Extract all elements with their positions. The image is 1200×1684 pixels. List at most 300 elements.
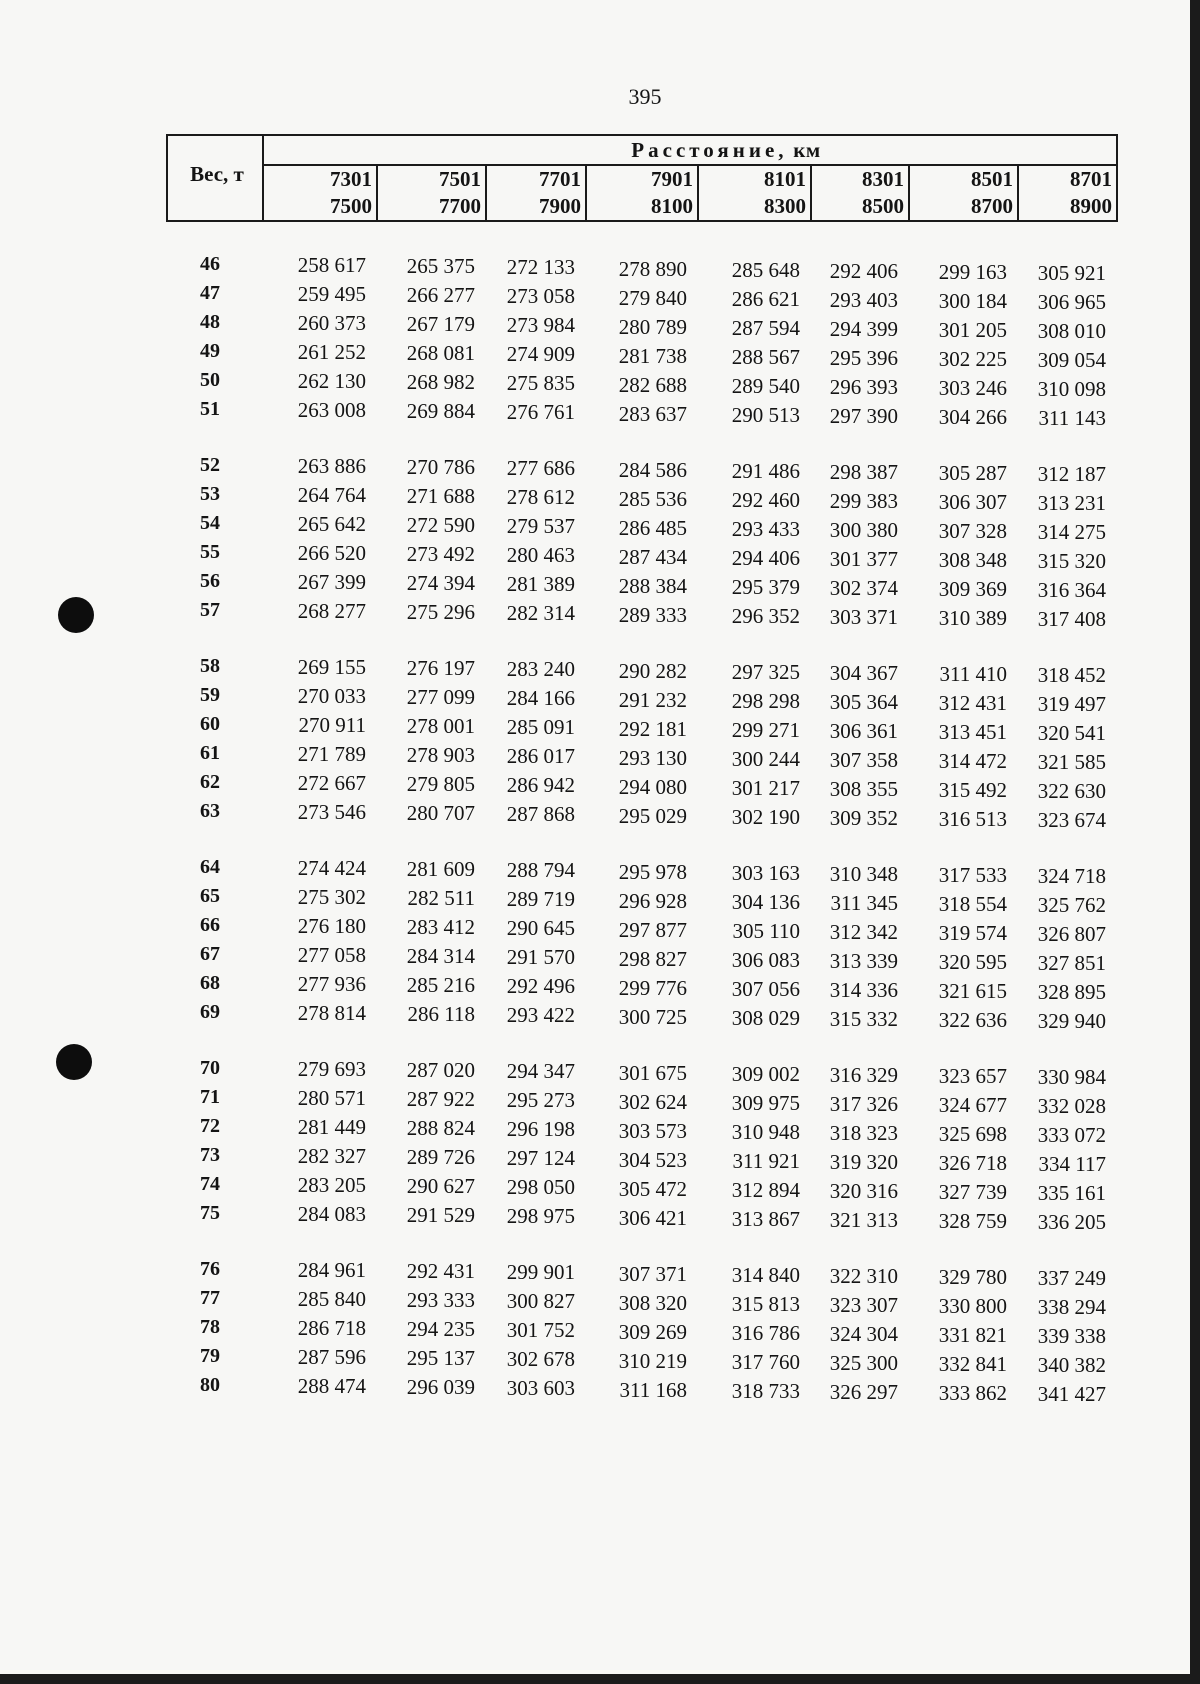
cost-cell: 305 287 [938,461,1007,485]
weight-cell: 67 [200,943,220,965]
table-row [0,1258,1200,1290]
range-from: 7301 [330,167,372,191]
cost-cell: 310 948 [731,1120,800,1144]
cost-cell: 299 901 [506,1260,575,1284]
cost-cell: 282 327 [297,1144,366,1168]
cost-cell: 292 496 [506,974,575,998]
cost-cell: 277 686 [506,456,575,480]
range-to: 8100 [651,194,693,218]
cost-cell: 273 058 [506,284,575,308]
cost-cell: 274 424 [297,856,366,880]
range-from: 8101 [764,167,806,191]
range-from: 8301 [862,167,904,191]
cost-cell: 267 399 [297,570,366,594]
cost-cell: 333 072 [1037,1123,1106,1147]
cost-cell: 283 637 [618,402,687,426]
cost-cell: 265 375 [406,254,475,278]
cost-cell: 286 017 [506,744,575,768]
cost-cell: 310 348 [829,862,898,886]
range-to: 7900 [539,194,581,218]
cost-cell: 286 942 [506,773,575,797]
cost-cell: 307 056 [731,977,800,1001]
cost-cell: 289 726 [406,1145,475,1169]
cost-cell: 315 332 [829,1007,898,1031]
range-from: 8701 [1070,167,1112,191]
cost-cell: 305 472 [618,1177,687,1201]
cost-cell: 306 965 [1037,290,1106,314]
cost-cell: 309 352 [829,806,898,830]
weight-cell: 56 [200,570,220,592]
cost-cell: 266 277 [406,283,475,307]
cost-cell: 340 382 [1037,1353,1106,1377]
cost-cell: 325 698 [938,1122,1007,1146]
cost-cell: 296 928 [618,889,687,913]
table-row [0,713,1200,745]
cost-cell: 321 313 [829,1208,898,1232]
cost-cell: 299 776 [618,976,687,1000]
cost-cell: 309 369 [938,577,1007,601]
cost-cell: 299 163 [938,260,1007,284]
cost-cell: 309 002 [731,1062,800,1086]
cost-cell: 324 304 [829,1322,898,1346]
cost-cell: 307 371 [618,1262,687,1286]
weight-cell: 47 [200,282,220,304]
table-row [0,599,1200,631]
cost-cell: 311 143 [1038,406,1106,430]
table-row [0,800,1200,832]
cost-cell: 321 615 [938,979,1007,1003]
cost-cell: 288 384 [618,574,687,598]
cost-cell: 303 573 [618,1119,687,1143]
weight-cell: 68 [200,972,220,994]
cost-cell: 284 961 [297,1258,366,1282]
cost-cell: 296 039 [406,1375,475,1399]
weight-cell: 51 [200,398,220,420]
cost-cell: 288 824 [406,1116,475,1140]
table-row [0,369,1200,401]
cost-cell: 307 328 [938,519,1007,543]
weight-cell: 58 [200,655,220,677]
cost-cell: 307 358 [829,748,898,772]
cost-cell: 300 827 [506,1289,575,1313]
range-to: 8500 [862,194,904,218]
cost-cell: 315 813 [731,1292,800,1316]
cost-cell: 305 110 [732,919,800,943]
cost-cell: 290 627 [406,1174,475,1198]
table-row [0,1086,1200,1118]
cost-cell: 293 130 [618,746,687,770]
cost-cell: 306 307 [938,490,1007,514]
weight-cell: 71 [200,1086,220,1108]
cost-cell: 304 523 [618,1148,687,1172]
cost-cell: 281 389 [506,572,575,596]
table-row [0,972,1200,1004]
cost-cell: 293 433 [731,517,800,541]
cost-cell: 276 761 [506,400,575,424]
cost-cell: 316 329 [829,1063,898,1087]
table-row [0,1057,1200,1089]
cost-cell: 301 752 [506,1318,575,1342]
cost-cell: 298 387 [829,460,898,484]
weight-column-header: Вес, т [190,162,244,186]
cost-cell: 313 231 [1037,491,1106,515]
cost-cell: 267 179 [406,312,475,336]
cost-cell: 286 621 [731,287,800,311]
cost-cell: 283 240 [506,657,575,681]
table-row [0,1144,1200,1176]
cost-cell: 297 325 [731,660,800,684]
weight-cell: 60 [200,713,220,735]
cost-cell: 283 412 [406,915,475,939]
cost-cell: 293 422 [506,1003,575,1027]
cost-cell: 292 181 [618,717,687,741]
cost-cell: 318 733 [731,1379,800,1403]
weight-cell: 49 [200,340,220,362]
cost-cell: 322 630 [1037,779,1106,803]
cost-cell: 264 764 [297,483,366,507]
cost-cell: 326 718 [938,1151,1007,1175]
cost-cell: 285 216 [406,973,475,997]
cost-cell: 313 451 [938,720,1007,744]
cost-cell: 293 403 [829,288,898,312]
cost-cell: 294 080 [618,775,687,799]
cost-cell: 273 492 [406,542,475,566]
cost-cell: 313 867 [731,1207,800,1231]
cost-cell: 270 911 [298,713,366,737]
table-row [0,655,1200,687]
weight-cell: 73 [200,1144,220,1166]
table-row [0,398,1200,430]
cost-cell: 281 609 [406,857,475,881]
cost-cell: 325 300 [829,1351,898,1375]
cost-cell: 272 667 [297,771,366,795]
table-row [0,454,1200,486]
cost-cell: 302 624 [618,1090,687,1114]
cost-cell: 278 814 [297,1001,366,1025]
cost-cell: 332 841 [938,1352,1007,1376]
cost-cell: 289 540 [731,374,800,398]
cost-cell: 319 320 [829,1150,898,1174]
cost-cell: 278 612 [506,485,575,509]
cost-cell: 312 894 [731,1178,800,1202]
weight-cell: 65 [200,885,220,907]
cost-cell: 338 294 [1037,1295,1106,1319]
cost-cell: 277 936 [297,972,366,996]
cost-cell: 279 537 [506,514,575,538]
cost-cell: 308 355 [829,777,898,801]
cost-cell: 336 205 [1037,1210,1106,1234]
cost-cell: 300 244 [731,747,800,771]
table-row [0,282,1200,314]
cost-cell: 323 307 [829,1293,898,1317]
range-from: 8501 [971,167,1013,191]
cost-cell: 300 725 [618,1005,687,1029]
cost-cell: 285 840 [297,1287,366,1311]
cost-cell: 315 492 [938,778,1007,802]
cost-cell: 300 184 [938,289,1007,313]
cost-cell: 272 590 [406,513,475,537]
weight-cell: 72 [200,1115,220,1137]
cost-cell: 291 529 [406,1203,475,1227]
weight-cell: 61 [200,742,220,764]
cost-cell: 320 316 [829,1179,898,1203]
cost-cell: 290 513 [731,403,800,427]
cost-cell: 327 739 [938,1180,1007,1204]
table-row [0,570,1200,602]
cost-cell: 310 219 [618,1349,687,1373]
cost-cell: 317 760 [731,1350,800,1374]
cost-cell: 332 028 [1037,1094,1106,1118]
table-row [0,771,1200,803]
weight-cell: 46 [200,253,220,275]
cost-cell: 319 497 [1037,692,1106,716]
cost-cell: 309 975 [731,1091,800,1115]
cost-cell: 299 383 [829,489,898,513]
cost-cell: 302 190 [731,805,800,829]
weight-cell: 48 [200,311,220,333]
cost-cell: 312 342 [829,920,898,944]
cost-cell: 297 877 [618,918,687,942]
cost-cell: 260 373 [297,311,366,335]
cost-cell: 311 345 [830,891,898,915]
cost-cell: 294 399 [829,317,898,341]
cost-cell: 311 168 [619,1378,687,1402]
cost-cell: 282 314 [506,601,575,625]
cost-cell: 287 596 [297,1345,366,1369]
cost-cell: 298 050 [506,1175,575,1199]
cost-cell: 279 805 [406,772,475,796]
cost-cell: 278 903 [406,743,475,767]
cost-cell: 263 886 [297,454,366,478]
cost-cell: 306 421 [618,1206,687,1230]
cost-cell: 319 574 [938,921,1007,945]
cost-cell: 289 719 [506,887,575,911]
table-row [0,1316,1200,1348]
cost-cell: 312 187 [1037,462,1106,486]
cost-cell: 270 786 [406,455,475,479]
table-row [0,1202,1200,1234]
cost-cell: 294 406 [731,546,800,570]
cost-cell: 310 098 [1037,377,1106,401]
cost-cell: 317 533 [938,863,1007,887]
weight-cell: 70 [200,1057,220,1079]
cost-cell: 303 246 [938,376,1007,400]
cost-cell: 285 648 [731,258,800,282]
cost-cell: 287 434 [618,545,687,569]
cost-cell: 318 452 [1037,663,1106,687]
weight-cell: 55 [200,541,220,563]
cost-cell: 272 133 [506,255,575,279]
table-row [0,1173,1200,1205]
cost-cell: 274 394 [406,571,475,595]
cost-cell: 287 594 [731,316,800,340]
cost-cell: 297 390 [829,404,898,428]
cost-cell: 263 008 [297,398,366,422]
cost-cell: 275 302 [297,885,366,909]
cost-cell: 287 868 [506,802,575,826]
cost-cell: 317 408 [1037,607,1106,631]
cost-cell: 300 380 [829,518,898,542]
table-row [0,512,1200,544]
range-to: 7500 [330,194,372,218]
cost-cell: 296 198 [506,1117,575,1141]
weight-cell: 53 [200,483,220,505]
distance-header-unit: км [793,138,821,162]
cost-cell: 296 393 [829,375,898,399]
cost-cell: 284 083 [297,1202,366,1226]
cost-cell: 292 460 [731,488,800,512]
cost-cell: 316 364 [1037,578,1106,602]
cost-cell: 268 277 [297,599,366,623]
cost-cell: 271 789 [297,742,366,766]
cost-cell: 265 642 [297,512,366,536]
cost-cell: 308 348 [938,548,1007,572]
cost-cell: 303 371 [829,605,898,629]
cost-cell: 271 688 [406,484,475,508]
table-row [0,1287,1200,1319]
cost-cell: 305 921 [1037,261,1106,285]
weight-cell: 79 [200,1345,220,1367]
cost-cell: 306 083 [731,948,800,972]
cost-cell: 290 645 [506,916,575,940]
cost-cell: 259 495 [297,282,366,306]
cost-cell: 305 364 [829,690,898,714]
cost-cell: 308 029 [731,1006,800,1030]
cost-cell: 269 155 [297,655,366,679]
weight-cell: 78 [200,1316,220,1338]
cost-cell: 280 789 [618,315,687,339]
cost-cell: 295 273 [506,1088,575,1112]
cost-cell: 314 275 [1037,520,1106,544]
distance-header-word: Расстояние, [631,138,788,162]
cost-cell: 280 463 [506,543,575,567]
cost-cell: 302 374 [829,576,898,600]
cost-cell: 314 472 [938,749,1007,773]
cost-cell: 293 333 [406,1288,475,1312]
cost-cell: 337 249 [1037,1266,1106,1290]
cost-cell: 289 333 [618,603,687,627]
cost-cell: 322 636 [938,1008,1007,1032]
weight-cell: 74 [200,1173,220,1195]
cost-cell: 275 296 [406,600,475,624]
cost-cell: 275 835 [506,371,575,395]
cost-cell: 320 595 [938,950,1007,974]
table-row [0,684,1200,716]
weight-cell: 59 [200,684,220,706]
range-from: 7701 [539,167,581,191]
cost-cell: 291 570 [506,945,575,969]
cost-cell: 298 975 [506,1204,575,1228]
cost-cell: 276 197 [406,656,475,680]
cost-cell: 294 235 [406,1317,475,1341]
cost-cell: 292 431 [406,1259,475,1283]
cost-cell: 301 217 [731,776,800,800]
cost-cell: 280 571 [297,1086,366,1110]
cost-cell: 268 982 [406,370,475,394]
cost-cell: 304 136 [731,890,800,914]
cost-cell: 301 675 [618,1061,687,1085]
cost-cell: 318 323 [829,1121,898,1145]
weight-cell: 62 [200,771,220,793]
table-row [0,541,1200,573]
cost-cell: 299 271 [731,718,800,742]
cost-cell: 324 677 [938,1093,1007,1117]
table-row [0,1115,1200,1147]
table-row [0,311,1200,343]
cost-cell: 306 361 [829,719,898,743]
table-row [0,1374,1200,1406]
cost-cell: 278 890 [618,257,687,281]
cost-cell: 286 718 [297,1316,366,1340]
cost-cell: 279 840 [618,286,687,310]
cost-cell: 291 486 [731,459,800,483]
cost-cell: 301 377 [829,547,898,571]
range-to: 8900 [1070,194,1112,218]
weight-cell: 54 [200,512,220,534]
cost-cell: 291 232 [618,688,687,712]
cost-cell: 308 010 [1037,319,1106,343]
cost-cell: 273 546 [297,800,366,824]
table-row [0,914,1200,946]
range-from: 7501 [439,167,481,191]
cost-cell: 277 099 [406,685,475,709]
range-to: 8300 [764,194,806,218]
cost-cell: 278 001 [406,714,475,738]
cost-cell: 268 081 [406,341,475,365]
cost-cell: 284 586 [618,458,687,482]
cost-cell: 320 541 [1037,721,1106,745]
table-row [0,885,1200,917]
cost-cell: 280 707 [406,801,475,825]
weight-cell: 76 [200,1258,220,1280]
table-row [0,742,1200,774]
cost-cell: 328 895 [1037,980,1106,1004]
cost-cell: 333 862 [938,1381,1007,1405]
weight-cell: 69 [200,1001,220,1023]
cost-cell: 312 431 [938,691,1007,715]
cost-cell: 341 427 [1037,1382,1106,1406]
cost-cell: 302 678 [506,1347,575,1371]
cost-cell: 290 282 [618,659,687,683]
cost-cell: 302 225 [938,347,1007,371]
table-row [0,483,1200,515]
cost-cell: 314 336 [829,978,898,1002]
cost-cell: 335 161 [1037,1181,1106,1205]
cost-cell: 285 091 [506,715,575,739]
weight-cell: 75 [200,1202,220,1224]
table-row [0,1345,1200,1377]
cost-cell: 326 807 [1037,922,1106,946]
cost-cell: 269 884 [406,399,475,423]
range-to: 7700 [439,194,481,218]
cost-cell: 316 786 [731,1321,800,1345]
table-row [0,943,1200,975]
cost-cell: 301 205 [938,318,1007,342]
cost-cell: 324 718 [1037,864,1106,888]
cost-cell: 326 297 [829,1380,898,1404]
cost-cell: 273 984 [506,313,575,337]
cost-cell: 334 117 [1038,1152,1106,1176]
table-row [0,340,1200,372]
cost-cell: 288 474 [297,1374,366,1398]
page-number: 395 [628,84,662,109]
weight-cell: 64 [200,856,220,878]
weight-cell: 63 [200,800,220,822]
range-to: 8700 [971,194,1013,218]
weight-cell: 80 [200,1374,220,1396]
cost-cell: 274 909 [506,342,575,366]
table-row [0,253,1200,285]
